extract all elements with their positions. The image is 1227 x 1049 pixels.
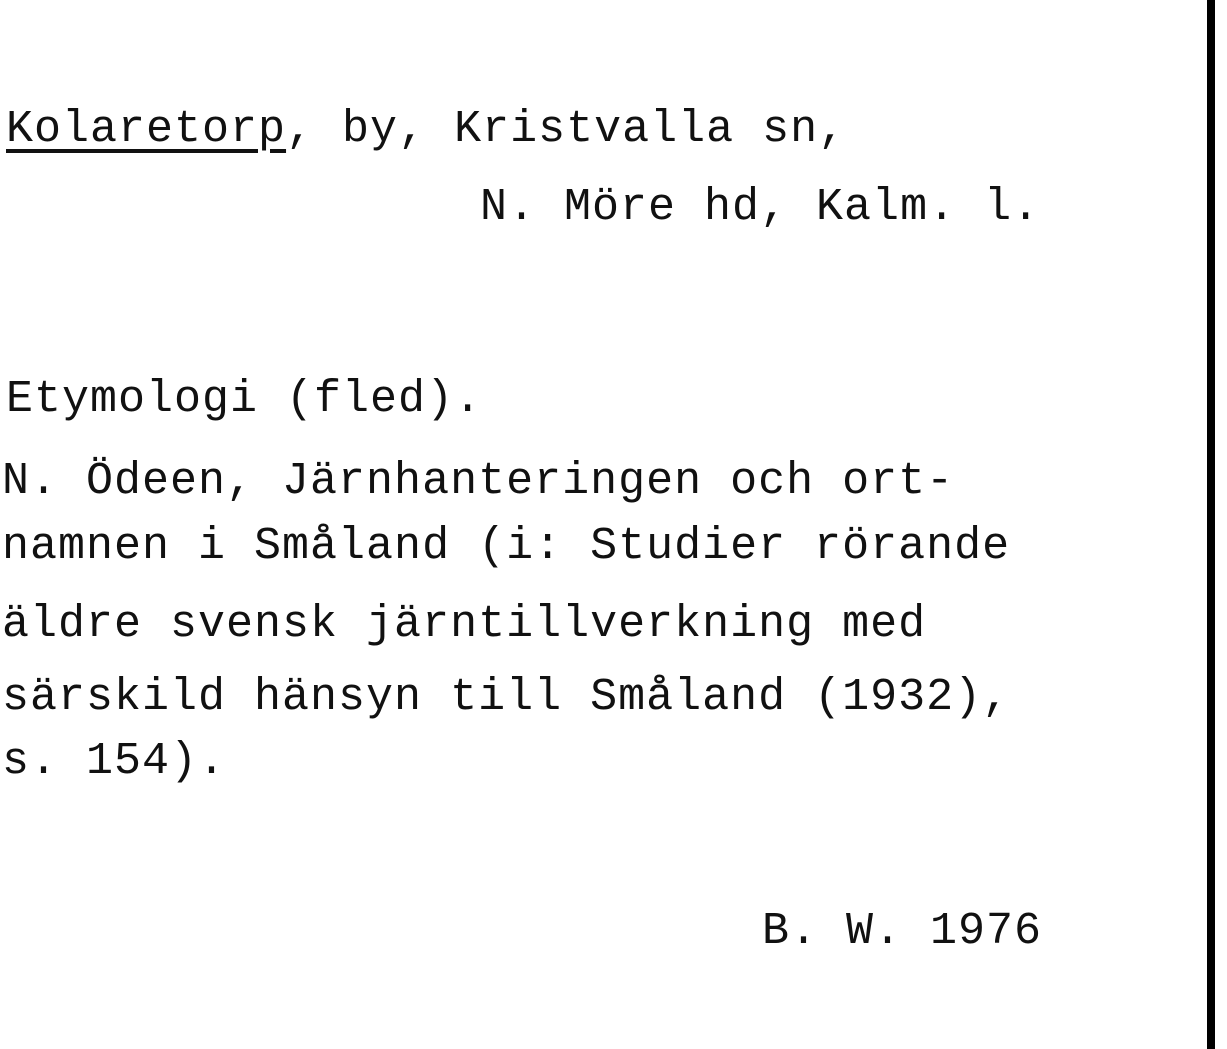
card-edge-divider — [1207, 0, 1215, 1049]
body-line: namnen i Småland (i: Studier rörande — [2, 521, 1011, 572]
body-line: Etymologi (fled). — [6, 374, 483, 425]
header-line-1 — [6, 104, 846, 156]
body-line: särskild hänsyn till Småland (1932), — [2, 672, 1011, 723]
header-location: , by, Kristvalla sn, — [286, 104, 847, 155]
body-line: äldre svensk järntillverkning med — [2, 599, 927, 650]
body-line: s. 154). — [2, 736, 227, 787]
header-line-2: N. Möre hd, Kalm. l. — [480, 182, 1041, 233]
headword: Kolaretorp — [6, 104, 287, 155]
signature: B. W. 1976 — [762, 906, 1043, 957]
body-line: N. Ödeen, Järnhanteringen och ort- — [2, 456, 955, 507]
